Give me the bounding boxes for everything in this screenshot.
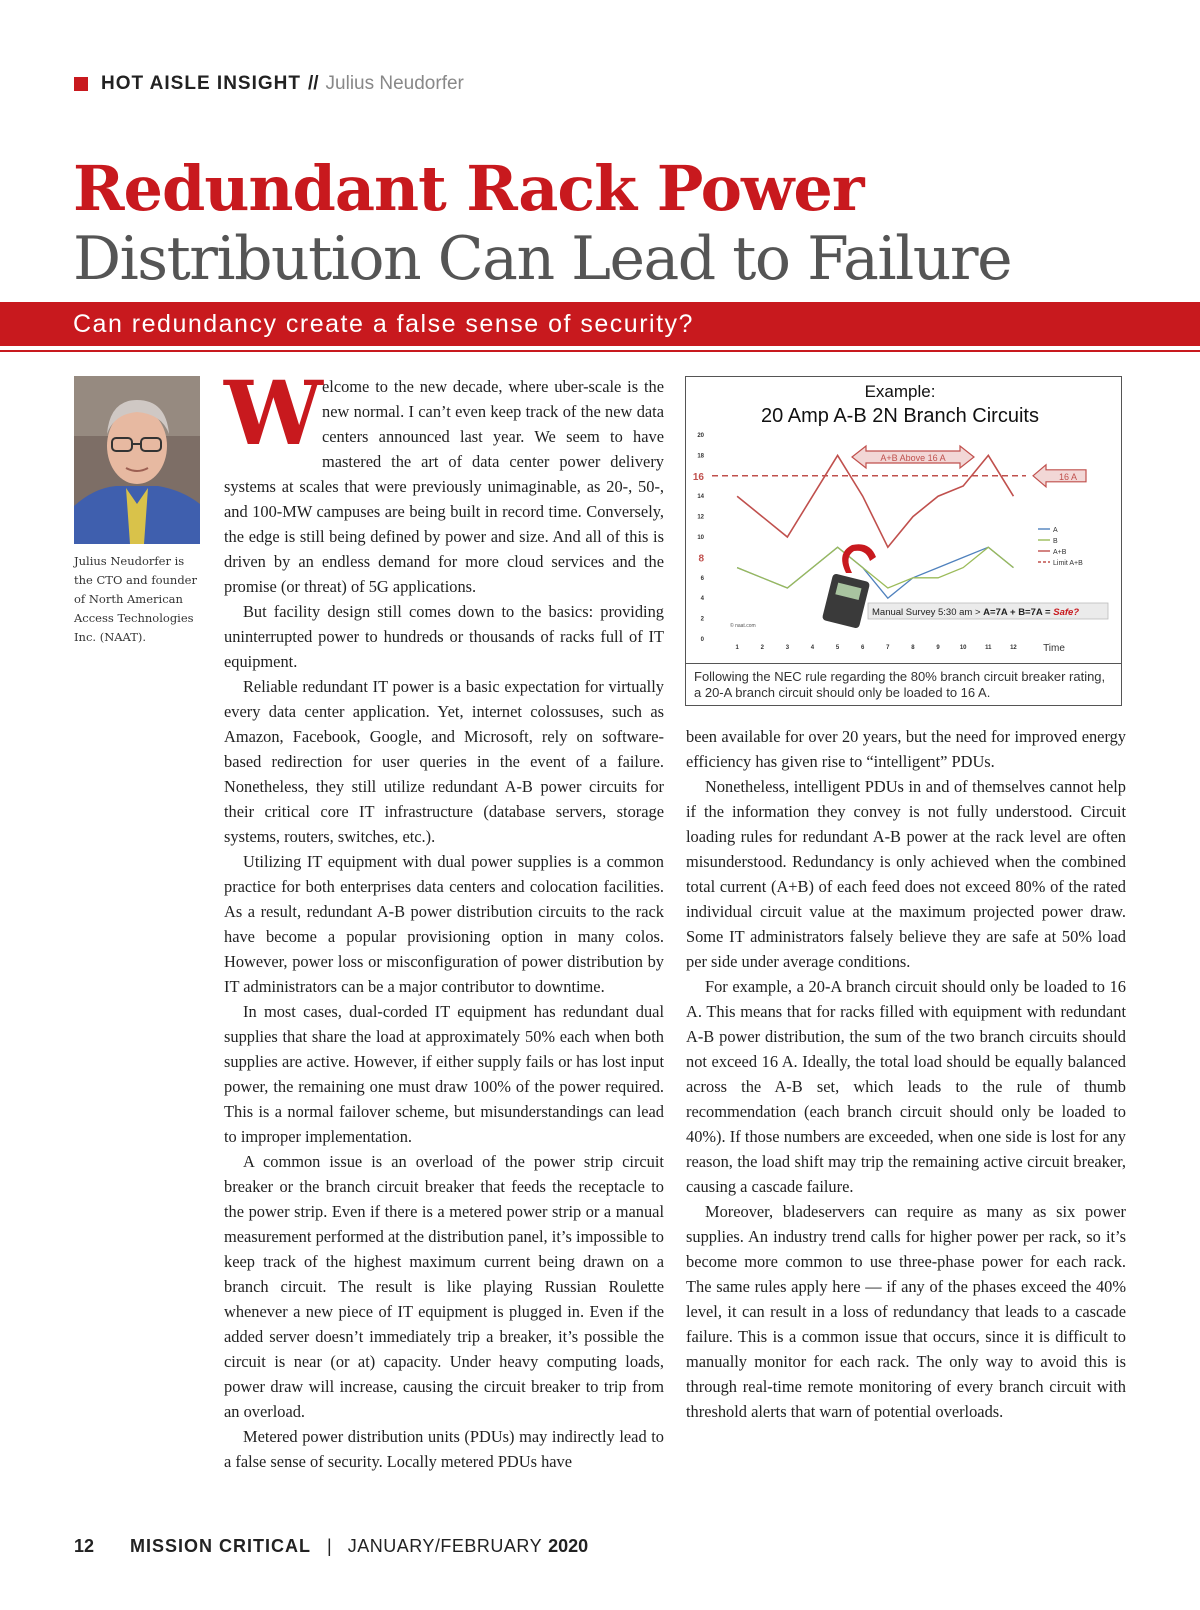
paragraph: Reliable redundant IT power is a basic expectation for virtually every data center application. Yet, internet colossuses, such as Amazon, Facebook, Google, and Microsoft, rely on software-based redirection for user queries in the event of a failure. Nonetheless, they still utilize redundant A-B power circuits for their critical core IT infrastructure (database servers, storage systems, routers, switches, etc.).	[224, 677, 664, 846]
legend-label: Limit A+B	[1053, 560, 1083, 567]
deck-rule	[0, 350, 1200, 352]
paragraph: Metered power distribution units (PDUs) may indirectly lead to a false sense of security. Locally metered PDUs have	[224, 1427, 664, 1471]
chart-title: Example:	[864, 382, 936, 401]
publication-name: MISSION CRITICAL	[130, 1536, 312, 1556]
x-tick-label: 6	[861, 645, 865, 651]
figure-caption: Following the NEC rule regarding the 80% branch circuit breaker rating, a 20-A branch circuit should only be loaded to 16 A.	[694, 669, 1106, 700]
x-tick-label: 5	[835, 645, 840, 651]
paragraph: But facility design still comes down to the basics: providing uninterrupted power to hundreds or thousands of racks full of IT equipment.	[224, 602, 664, 671]
kicker-author: Julius Neudorfer	[325, 73, 464, 94]
article-column-2	[686, 724, 1126, 1424]
issue-date: JANUARY/FEBRUARY	[347, 1536, 543, 1556]
y-tick-label: 10	[697, 535, 704, 541]
section-kicker	[74, 72, 464, 96]
kicker-separator: //	[307, 73, 319, 94]
y-tick-label: 4	[700, 596, 704, 603]
deck-subtitle: Can redundancy create a false sense of security?	[73, 310, 694, 338]
series-line-a	[737, 547, 1013, 598]
y-tick-label: 6	[700, 575, 704, 582]
x-tick-label: 11	[985, 645, 992, 651]
paragraph-text: elcome to the new decade, where uber-scale is the new normal. I can’t even keep track of the new data centers announced last year. We seem to have mastered the art of data center power delivery systems at scales that were previously unimaginable, as 20-, 50-, and 100-MW campuses are being built in record time. Conversely, the edge is still being defined by power and size. And all of this is driven by an endless demand for more cloud services and the promise (or threat) of 5G applications.	[224, 377, 664, 596]
legend-label: A	[1053, 527, 1058, 534]
footer-separator: |	[327, 1536, 332, 1556]
legend-label: B	[1053, 538, 1058, 545]
limit-arrow-label: 16 A	[1058, 471, 1078, 482]
headline-line-1: Redundant Rack Power	[73, 152, 864, 225]
survey-note: Manual Survey 5:30 am > A=7A + B=7A = Safe?	[872, 607, 1080, 618]
drop-cap: W	[224, 361, 323, 465]
x-tick-label: 12	[1010, 645, 1017, 651]
y-tick-label: 8	[698, 553, 704, 565]
x-tick-label: 8	[911, 645, 915, 651]
article-column-1	[224, 361, 664, 1474]
y-tick-label: 12	[697, 514, 704, 521]
paragraph: In most cases, dual-corded IT equipment has redundant dual supplies that share the load at approximately 50% each when both supplies are active. However, if either supply fails or has lost input power, the remaining one must draw 100% of the power required. This is a normal failover scheme, but misunderstandings can lead to improper implementation.	[224, 1002, 664, 1146]
paragraph: been available for over 20 years, but the need for improved energy efficiency has given rise to “intelligent” PDUs.	[686, 727, 1126, 771]
author-bio: Julius Neudorfer is the CTO and founder of North American Access Technologies Inc. (NAAT).	[74, 554, 197, 644]
page-number: 12	[74, 1536, 95, 1556]
x-tick-label: 3	[785, 645, 790, 651]
issue-year: 2020	[548, 1536, 589, 1556]
legend-label: A+B	[1053, 549, 1067, 556]
x-tick-label: 4	[810, 645, 815, 651]
chart-figure	[685, 376, 1122, 706]
section-name: HOT AISLE INSIGHT	[101, 73, 301, 94]
x-tick-label: 1	[735, 645, 739, 651]
chart-subtitle: 20 Amp A-B 2N Branch Circuits	[761, 405, 1039, 427]
paragraph: Nonetheless, intelligent PDUs in and of themselves cannot help if the information they convey is not fully understood. Circuit loading rules for redundant A-B power at the rack level are often misunderstood. Redundancy is only achieved when the combined total current (A+B) of each feed does not exceed 80% of the rated individual circuit value at the maximum projected power draw. Some IT administrators falsely believe they are safe at 50% load per side under average conditions.	[686, 777, 1126, 971]
series-line-aplusb	[737, 455, 1013, 547]
y-tick-label: 16	[692, 471, 704, 483]
y-tick-label: 14	[697, 494, 704, 501]
y-tick-label: 2	[700, 616, 704, 623]
clamp-meter-body-icon	[822, 573, 870, 629]
clamp-meter-jaw-icon	[842, 544, 876, 573]
kicker-square-icon	[74, 77, 88, 91]
paragraph: Moreover, bladeservers can require as many as six power supplies. An industry trend calls for higher power per rack, so it’s become more common to use three-phase power for each rack. The same rules apply here — if any of the phases exceed the 40% level, it can result in a loss of redundancy that leads to a cascade failure. This is a common issue that occurs, since it is difficult to manually monitor for each rack. The only way to avoid this is through real-time remote monitoring of every branch circuit with threshold alerts that warn of potential overloads.	[686, 1202, 1126, 1421]
y-tick-label: 18	[697, 453, 704, 460]
x-tick-label: 2	[760, 645, 764, 651]
x-tick-label: 7	[886, 645, 890, 651]
branch-circuit-chart	[686, 377, 1121, 663]
paragraph	[224, 361, 664, 599]
x-axis-label: Time	[1043, 643, 1065, 654]
page-footer	[74, 1536, 588, 1557]
headline-line-2: Distribution Can Lead to Failure	[73, 224, 1012, 294]
author-photo	[74, 376, 200, 544]
y-tick-label: 20	[697, 433, 704, 439]
chart-watermark: © naat.com	[730, 623, 756, 629]
x-tick-label: 9	[936, 645, 940, 651]
paragraph: A common issue is an overload of the power strip circuit breaker or the branch circuit breaker that feeds the receptacle to the power strip. Even if there is a metered power strip or a manual measurement performed at the distribution panel, it’s impossible to keep track of the highest maximum current being drawn on a branch circuit. The result is like playing Russian Roulette whenever a new piece of IT equipment is plugged in. Even if the added server doesn’t immediately trip a breaker, it’s possible the circuit is near (or at) capacity. Under heavy computing loads, power draw will increase, causing the circuit breaker to trip from an overload.	[224, 1152, 664, 1421]
paragraph: For example, a 20-A branch circuit should only be loaded to 16 A. This means that for racks filled with equipment with redundant A-B power distribution, the sum of the two branch circuits should not exceed 16 A. Ideally, the total load should be equally balanced across the A-B set, which leads to the rule of thumb recommendation (each branch circuit should only be loaded to 40%). If those numbers are exceeded, when one side is lost for any reason, the load shift may trip the remaining active circuit breaker, causing a cascade failure.	[686, 977, 1126, 1196]
above-limit-label: A+B Above 16 A	[880, 453, 946, 463]
y-tick-label: 0	[700, 637, 704, 643]
paragraph: Utilizing IT equipment with dual power supplies is a common practice for both enterprises data centers and colocation facilities. As a result, redundant A-B power distribution circuits to the rack have become a popular provisioning option in many colos. However, power loss or misconfiguration of power distribution by IT administrators can be a major contributor to downtime.	[224, 852, 664, 996]
caption-rule	[686, 663, 1121, 664]
x-tick-label: 10	[959, 645, 967, 651]
